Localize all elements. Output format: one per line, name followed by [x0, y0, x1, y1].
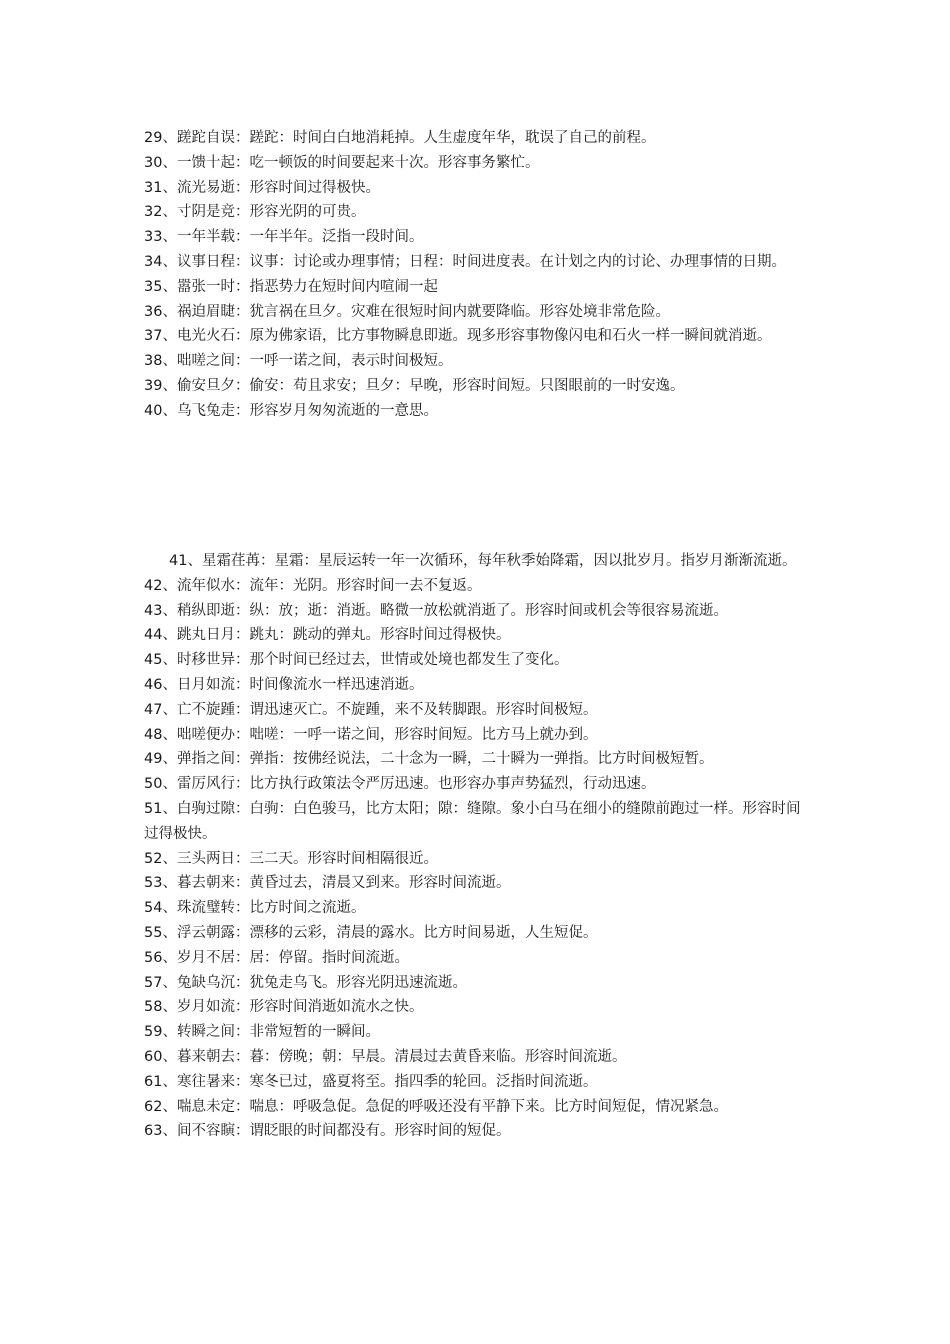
list-item: 48、咄嗟便办：咄嗟：一呼一诺之间，形容时间短。比方马上就办到。: [144, 726, 598, 743]
list-item: 40、乌飞兔走：形容岁月匆匆流逝的一意思。: [144, 402, 438, 419]
list-item: 60、暮来朝去：暮：傍晚；朝：早晨。清晨过去黄昏来临。形容时间流逝。: [144, 1048, 627, 1065]
list-item: 49、弹指之间：弹指：按佛经说法，二十念为一瞬，二十瞬为一弹指。比方时间极短暂。: [144, 751, 714, 768]
list-item: 58、岁月如流：形容时间消逝如流水之快。: [144, 999, 424, 1016]
list-item: 50、雷厉风行：比方执行政策法令严厉迅速。也形容办事声势猛烈，行动迅速。: [144, 776, 656, 793]
list-item: 42、流年似水：流年：光阴。形容时间一去不复返。: [144, 577, 482, 594]
list-item: 45、时移世异：那个时间已经过去，世情或处境也都发生了变化。: [144, 652, 569, 669]
list-item: 30、一馈十起：吃一顿饭的时间要起来十次。形容事务繁忙。: [144, 154, 540, 171]
list-item: 37、电光火石：原为佛家语，比方事物瞬息即逝。现多形容事物像闪电和石火一样一瞬间就消逝。: [144, 328, 772, 345]
list-item: 29、蹉跎自误：蹉跎：时间白白地消耗掉。人生虚度年华，耽误了自己的前程。: [144, 130, 656, 146]
list-item: 36、祸迫眉睫：犹言祸在旦夕。灾难在很短时间内就要降临。形容处境非常危险。: [144, 303, 670, 320]
list-item: 53、暮去朝来：黄昏过去，清晨又到来。形容时间流逝。: [144, 875, 511, 892]
idiom-list-section-2: [144, 549, 812, 1144]
list-item: 33、一年半载：一年半年。泛指一段时间。: [144, 229, 424, 246]
list-item: 59、转瞬之间：非常短暂的一瞬间。: [144, 1024, 380, 1041]
list-item: 55、浮云朝露：漂移的云彩，清晨的露水。比方时间易逝，人生短促。: [144, 924, 598, 941]
list-item: 52、三头两日：三二天。形容时间相隔很近。: [144, 850, 438, 867]
idiom-list-section-1: [144, 126, 812, 424]
list-item: 31、流光易逝：形容时间过得极快。: [144, 179, 380, 196]
list-item: 43、稍纵即逝：纵：放；逝：消逝。略微一放松就消逝了。形容时间或机会等很容易流逝。: [144, 602, 728, 619]
list-item: 61、寒往暑来：寒冬已过，盛夏将至。指四季的轮回。泛指时间流逝。: [144, 1073, 598, 1090]
list-item: 46、日月如流：时间像流水一样迅速消逝。: [144, 676, 424, 693]
list-item: 44、跳丸日月：跳丸：跳动的弹丸。形容时间过得极快。: [144, 627, 511, 644]
list-item: 62、喘息未定：喘息：呼吸急促。急促的呼吸还没有平静下来。比方时间短促，情况紧急。: [144, 1098, 728, 1115]
list-item: 57、兔缺乌沉：犹兔走乌飞。形容光阴迅速流逝。: [144, 974, 467, 991]
list-item: 47、亡不旋踵：谓迅速灭亡。不旋踵，来不及转脚跟。形容时间极短。: [144, 701, 598, 718]
list-item: 63、间不容瞚：谓眨眼的时间都没有。形容时间的短促。: [144, 1123, 511, 1140]
list-item: 54、珠流璧转：比方时间之流逝。: [144, 900, 366, 917]
list-item: 32、寸阴是竞：形容光阴的可贵。: [144, 204, 366, 221]
list-item: 51、白驹过隙：白驹：白色骏马，比方太阳；隙：缝隙。象小白马在细小的缝隙前跑过一样。形容时间过得极快。: [144, 800, 801, 842]
list-item: 38、咄嗟之间：一呼一诺之间，表示时间极短。: [144, 353, 453, 370]
list-item: 35、嚣张一时：指恶势力在短时间内喧闹一起: [144, 278, 438, 295]
list-item: 41、星霜荏苒：星霜：星辰运转一年一次循环，每年秋季始降霜，因以批岁月。指岁月渐渐流逝。: [169, 553, 797, 569]
list-item: 39、偷安旦夕：偷安：苟且求安；旦夕：早晚，形容时间短。只图眼前的一时安逸。: [144, 377, 685, 394]
list-item: 56、岁月不居：居：停留。指时间流逝。: [144, 949, 409, 966]
list-item: 34、议事日程：议事：讨论或办理事情；日程：时间进度表。在计划之内的讨论、办理事情的日期。: [144, 253, 786, 270]
